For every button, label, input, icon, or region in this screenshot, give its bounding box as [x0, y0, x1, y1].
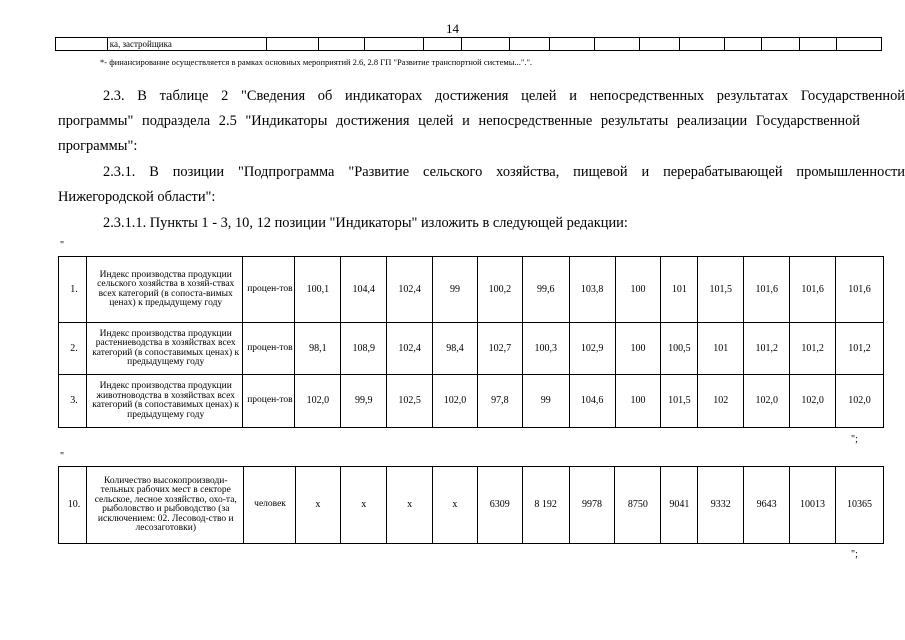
- indicators-table-10: [58, 466, 884, 544]
- table-cell: [364, 38, 424, 51]
- indicator-name: Количество высокопроизводи-тельных рабочих мест в секторе сельское, лесное хозяйство, охо-та, рыболовство и рыбоводство (за исключением: 02. Лесовод-ство и лесозаготовки): [86, 467, 243, 544]
- value-cell: 102,0: [433, 375, 478, 428]
- value-cell: 100,1: [295, 257, 341, 323]
- value-cell: 102,0: [790, 375, 836, 428]
- row-number: 10.: [59, 467, 87, 544]
- value-cell: 104,6: [569, 375, 615, 428]
- unit-cell: процен-тов: [243, 375, 295, 428]
- value-cell: 9041: [661, 467, 698, 544]
- value-cell: 102,4: [387, 257, 433, 323]
- value-cell: 8750: [615, 467, 661, 544]
- value-cell: 104,4: [341, 257, 387, 323]
- value-cell: 102,0: [295, 375, 341, 428]
- value-cell: 101,6: [836, 257, 884, 323]
- value-cell: 99: [522, 375, 569, 428]
- value-cell: 10013: [790, 467, 836, 544]
- paragraph-line: программы":: [58, 138, 138, 154]
- indicator-name: Индекс производства продукции растениеводства в хозяйствах всех категорий (в сопоставимых ценах) к предыдущему году: [86, 323, 243, 375]
- table-cell: [318, 38, 364, 51]
- value-cell: 101,5: [698, 257, 744, 323]
- open-quote: ": [60, 240, 65, 251]
- value-cell: 100: [615, 375, 661, 428]
- value-cell: 98,1: [295, 323, 341, 375]
- value-cell: x: [295, 467, 341, 544]
- table-cell: [550, 38, 595, 51]
- table-cell: [267, 38, 319, 51]
- unit-cell: процен-тов: [243, 323, 295, 375]
- value-cell: 103,8: [569, 257, 615, 323]
- value-cell: 101: [698, 323, 744, 375]
- page-number: 14: [446, 21, 459, 36]
- value-cell: 101,5: [661, 375, 698, 428]
- table-cell: [424, 38, 462, 51]
- value-cell: 97,8: [477, 375, 522, 428]
- continuation-table: [55, 37, 882, 51]
- unit-cell: процен-тов: [243, 257, 295, 323]
- value-cell: 102,7: [477, 323, 522, 375]
- table-row: [59, 257, 884, 323]
- value-cell: 101,2: [744, 323, 790, 375]
- unit-cell: человек: [243, 467, 295, 544]
- indicator-name: Индекс производства продукции сельского хозяйства в хозяй-ствах всех категорий (в сопоста-вимых ценах) к предыдущему году: [86, 257, 243, 323]
- value-cell: 9332: [698, 467, 744, 544]
- table-row: [59, 375, 884, 428]
- value-cell: 98,4: [433, 323, 478, 375]
- value-cell: 99,6: [522, 257, 569, 323]
- value-cell: 108,9: [341, 323, 387, 375]
- row-number: 2.: [59, 323, 87, 375]
- footnote: *- финансирование осуществляется в рамках основных мероприятий 2.6, 2.8 ГП "Развитие транспортной системы...".".: [100, 57, 533, 67]
- value-cell: 100: [615, 323, 661, 375]
- table-row: [59, 467, 884, 544]
- table-cell: [462, 38, 510, 51]
- value-cell: 101,2: [836, 323, 884, 375]
- table-cell: [56, 38, 108, 51]
- table-cell: [761, 38, 799, 51]
- row-number: 3.: [59, 375, 87, 428]
- value-cell: x: [341, 467, 387, 544]
- value-cell: 102,5: [387, 375, 433, 428]
- table-cell: [679, 38, 724, 51]
- value-cell: 102,9: [569, 323, 615, 375]
- table-cell: [724, 38, 761, 51]
- value-cell: 8 192: [522, 467, 569, 544]
- value-cell: 10365: [835, 467, 883, 544]
- value-cell: 100,5: [661, 323, 698, 375]
- table-cell: [836, 38, 881, 51]
- value-cell: 102: [698, 375, 744, 428]
- value-cell: 99: [433, 257, 478, 323]
- value-cell: 100: [615, 257, 661, 323]
- table-cell: [639, 38, 679, 51]
- table-cell: [799, 38, 836, 51]
- paragraph-line: 2.3.1.1. Пункты 1 - 3, 10, 12 позиции "Индикаторы" изложить в следующей редакции:: [103, 215, 628, 231]
- paragraph-line: Нижегородской области":: [58, 189, 216, 205]
- value-cell: 101,2: [790, 323, 836, 375]
- table-cell: ка, застройщика: [107, 38, 266, 51]
- paragraph-line: программы" подраздела 2.5 "Индикаторы достижения целей и непосредственные результаты реализации Государственной: [58, 113, 860, 129]
- table-row: [59, 323, 884, 375]
- value-cell: 102,0: [744, 375, 790, 428]
- value-cell: 101,6: [744, 257, 790, 323]
- value-cell: 102,4: [387, 323, 433, 375]
- value-cell: 101: [661, 257, 698, 323]
- table-cell: [594, 38, 639, 51]
- value-cell: 100,2: [477, 257, 522, 323]
- value-cell: 99,9: [341, 375, 387, 428]
- value-cell: 9643: [744, 467, 790, 544]
- row-number: 1.: [59, 257, 87, 323]
- value-cell: 100,3: [522, 323, 569, 375]
- paragraph-line: 2.3. В таблице 2 "Сведения об индикаторах достижения целей и непосредственных результатах Государственной: [103, 88, 905, 104]
- value-cell: 102,0: [836, 375, 884, 428]
- paragraph-line: 2.3.1. В позиции "Подпрограмма "Развитие сельского хозяйства, пищевой и перерабатывающей промышленности: [103, 164, 905, 180]
- value-cell: 6309: [477, 467, 522, 544]
- open-quote: ": [60, 451, 65, 462]
- table-row: [56, 38, 882, 51]
- value-cell: x: [433, 467, 478, 544]
- value-cell: x: [387, 467, 433, 544]
- value-cell: 101,6: [790, 257, 836, 323]
- indicator-name: Индекс производства продукции животноводства в хозяйствах всех категорий (в сопоставимых ценах) к предыдущему году: [86, 375, 243, 428]
- close-quote: ";: [851, 549, 858, 560]
- indicators-table: [58, 256, 884, 428]
- close-quote: ";: [851, 434, 858, 445]
- value-cell: 9978: [569, 467, 615, 544]
- table-cell: [510, 38, 550, 51]
